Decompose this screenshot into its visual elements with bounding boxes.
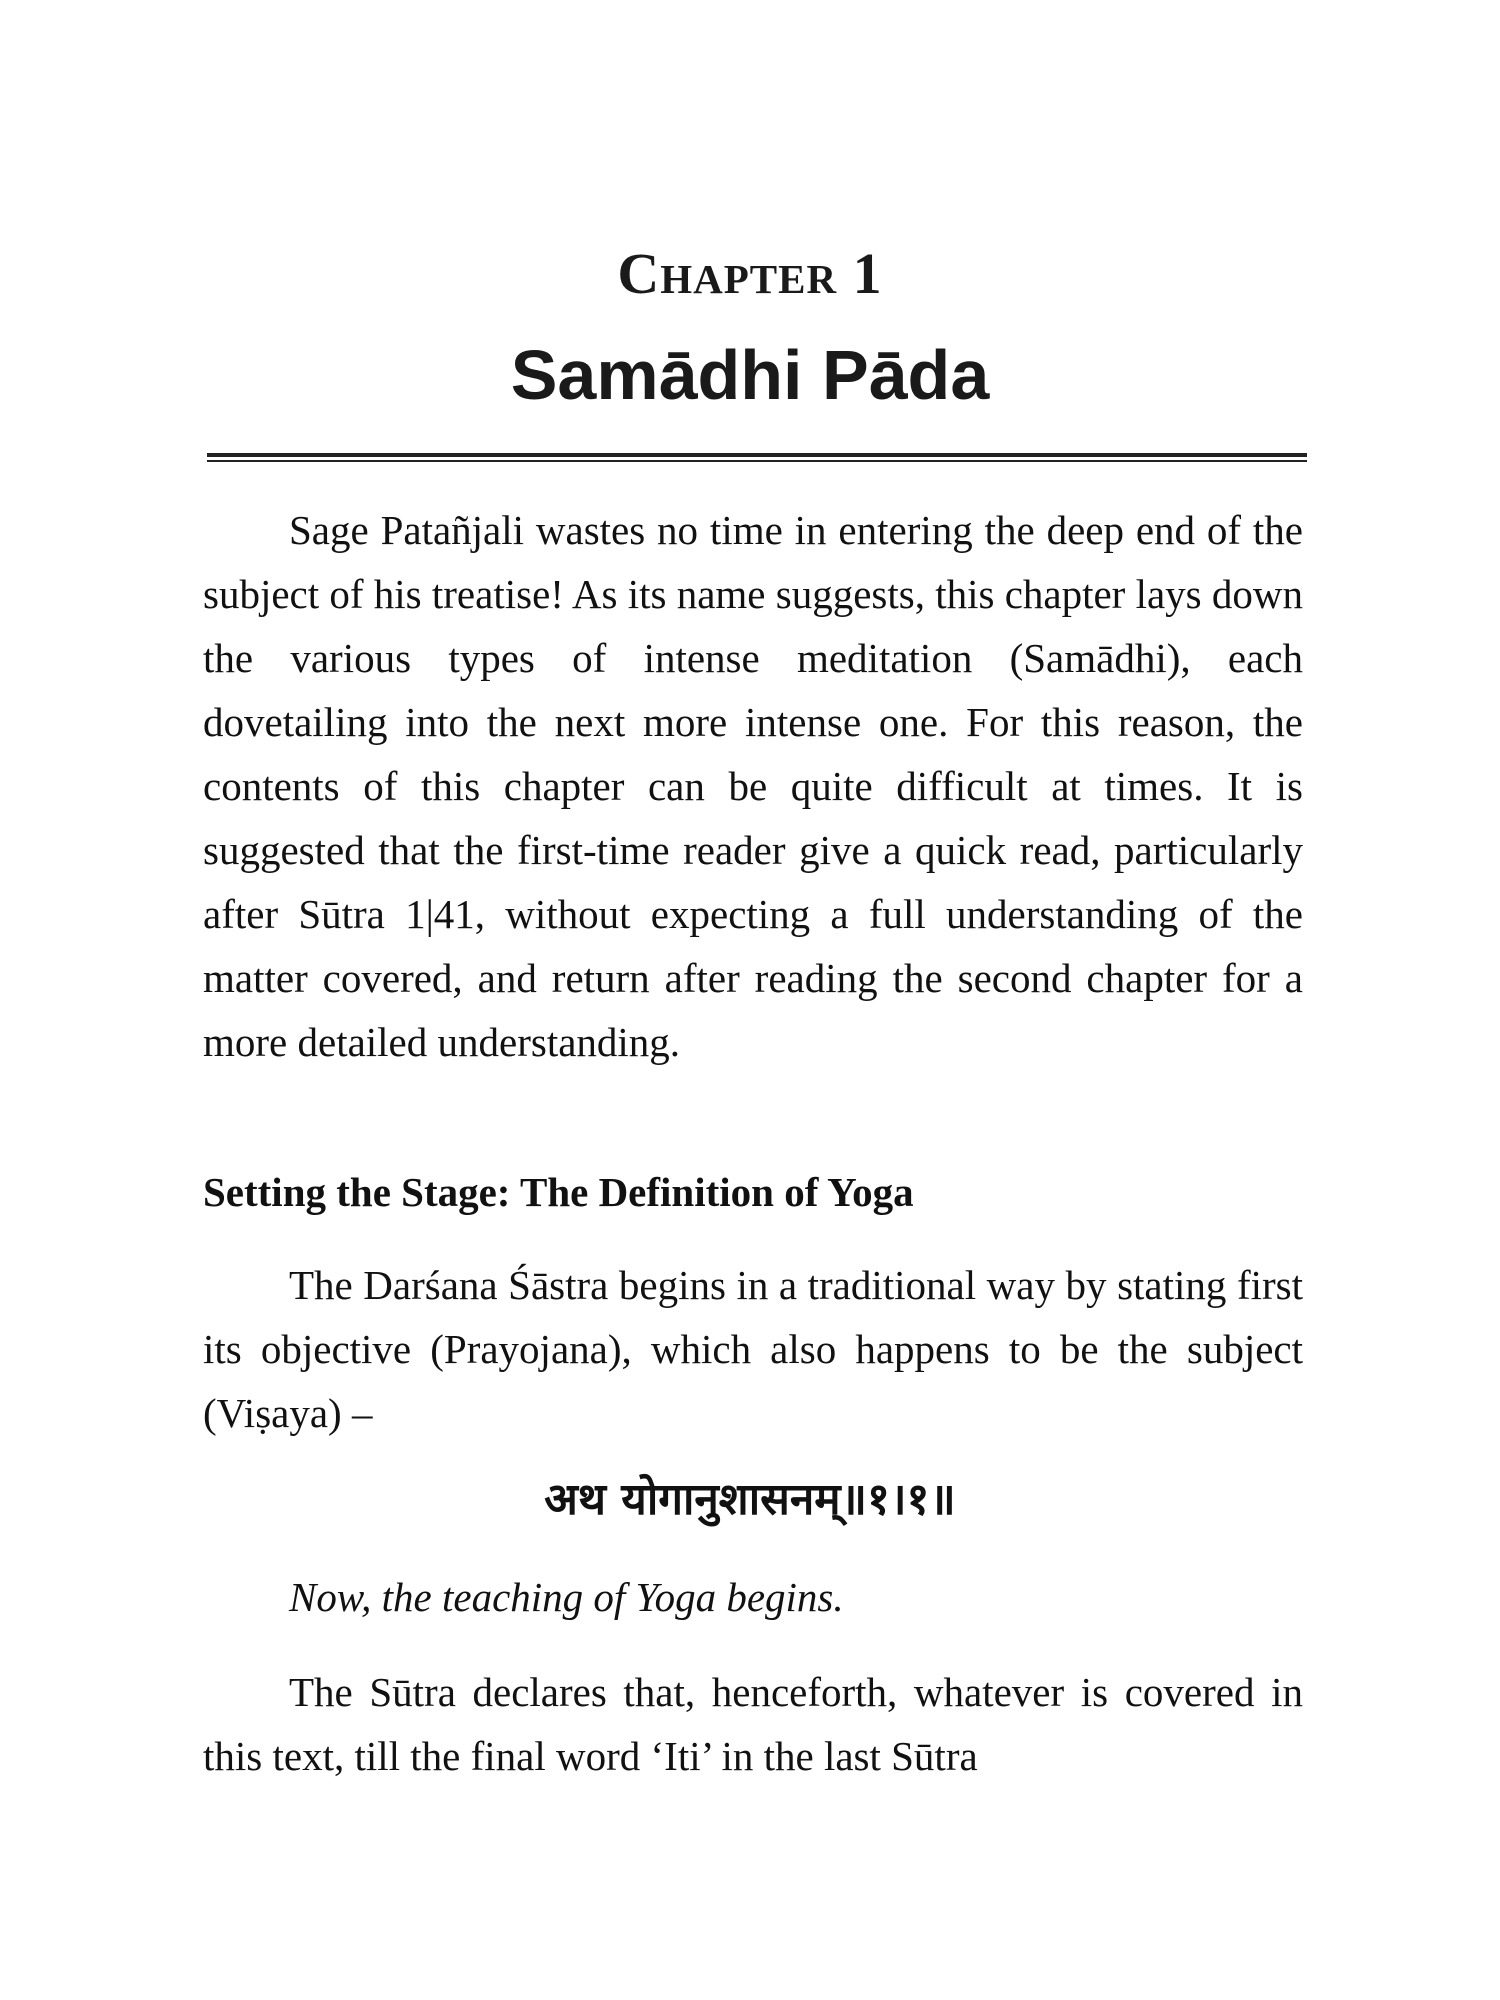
title-rule-thick [207, 453, 1307, 457]
sanskrit-sutra: अथ योगानुशासनम्॥१।१॥ [544, 1474, 956, 1525]
section-heading: Setting the Stage: The Definition of Yoga [203, 1169, 914, 1215]
chapter-label: Chapter 1 [617, 241, 883, 306]
intro-block [203, 498, 1303, 1074]
chapter-title: Samādhi Pāda [510, 336, 990, 414]
section-paragraph: The Darśana Śāstra begins in a traditional way by stating first its objective (Prayojana), which also happens to be the subject (Viṣaya) – [203, 1262, 1303, 1436]
section-paragraph-block [203, 1253, 1303, 1445]
sutra-translation: Now, the teaching of Yoga begins. [289, 1574, 844, 1620]
sutra-explanation: The Sūtra declares that, henceforth, whatever is covered in this text, till the final word ‘Iti’ in the last Sūtra [203, 1669, 1303, 1779]
intro-paragraph: Sage Patañjali wastes no time in entering the deep end of the subject of his treatise! As its name suggests, this chapter lays down the various types of intense meditation (Samādhi), each dovetailing into the next more intense one. For this reason, the contents of this chapter can be quite difficult at times. It is suggested that the first-time reader give a quick read, particularly after Sūtra 1|41, without expecting a full understanding of the matter covered, and return after reading the second chapter for a more detailed understanding. [203, 507, 1303, 1065]
title-rule-thin [207, 460, 1307, 462]
sutra-explanation-block [203, 1660, 1303, 1788]
